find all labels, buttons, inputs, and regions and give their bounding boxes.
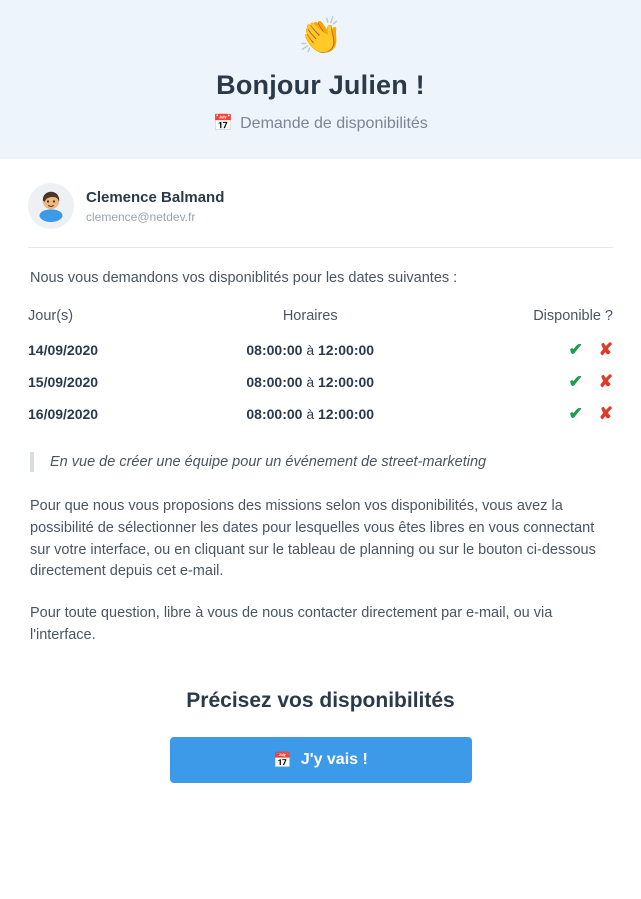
cta-title: Précisez vos disponibilités bbox=[186, 688, 455, 712]
available-no-icon[interactable]: ✘ bbox=[598, 340, 613, 359]
cell-day: 16/09/2020 bbox=[28, 406, 99, 422]
paragraph-1: Pour que nous vous proposions des missions selon vos disponibilités, vous avez la possibilité de sélectionner les dates pour lesquelles vous êtes libres en vous connectant sur votre interface, ou en cliquant sur le tableau de planning ou sur le bouton ci-dessous directement depuis cet e-mail. bbox=[30, 498, 596, 580]
cell-end-time: 12:00:00 bbox=[318, 374, 375, 390]
cell-availability-actions bbox=[445, 366, 613, 398]
cell-end-time: 12:00:00 bbox=[318, 406, 375, 422]
table-row bbox=[28, 334, 613, 366]
available-yes-icon[interactable]: ✔ bbox=[568, 372, 583, 391]
sender-block bbox=[28, 183, 613, 247]
page-title: Bonjour Julien ! bbox=[216, 70, 425, 100]
cell-separator: à bbox=[306, 406, 315, 422]
calendar-icon: 📅 bbox=[213, 115, 234, 132]
avatar bbox=[28, 183, 74, 229]
paragraph-2: Pour toute question, libre à vous de nous contacter directement par e-mail, ou via l'interface. bbox=[30, 605, 553, 643]
available-yes-icon[interactable]: ✔ bbox=[568, 404, 583, 423]
cell-start-time: 08:00:00 bbox=[246, 406, 303, 422]
cell-hours bbox=[176, 398, 445, 430]
email-header bbox=[0, 0, 641, 159]
cell-availability-actions bbox=[445, 334, 613, 366]
header-subtitle bbox=[20, 115, 621, 133]
cell-hours bbox=[176, 366, 445, 398]
available-no-icon[interactable]: ✘ bbox=[598, 372, 613, 391]
waving-hand-icon: 👏 bbox=[298, 15, 343, 56]
cell-end-time: 12:00:00 bbox=[318, 342, 375, 358]
available-yes-icon[interactable]: ✔ bbox=[568, 340, 583, 359]
table-header-row bbox=[28, 308, 613, 334]
cta-section bbox=[28, 667, 613, 783]
email-body bbox=[0, 159, 641, 783]
sender-email: clemence@netdev.fr bbox=[86, 209, 196, 224]
column-header-hours: Horaires bbox=[282, 308, 338, 324]
column-header-days: Jour(s) bbox=[28, 308, 74, 324]
cell-start-time: 08:00:00 bbox=[246, 374, 303, 390]
table-row bbox=[28, 398, 613, 430]
cell-separator: à bbox=[306, 374, 315, 390]
divider bbox=[28, 247, 613, 248]
table-row bbox=[28, 366, 613, 398]
cell-hours bbox=[176, 334, 445, 366]
intro-text: Nous vous demandons vos disponiblités pour les dates suivantes : bbox=[30, 270, 458, 286]
cell-day: 15/09/2020 bbox=[28, 374, 99, 390]
cell-availability-actions bbox=[445, 398, 613, 430]
cta-button-label: J'y vais ! bbox=[300, 750, 368, 768]
quote-block: En vue de créer une équipe pour un événement de street-marketing bbox=[30, 452, 613, 472]
availability-table bbox=[28, 308, 613, 430]
user-avatar-icon bbox=[28, 183, 74, 229]
available-no-icon[interactable]: ✘ bbox=[598, 404, 613, 423]
header-subtitle-text: Demande de disponibilités bbox=[240, 115, 428, 132]
cell-day: 14/09/2020 bbox=[28, 342, 99, 358]
cell-start-time: 08:00:00 bbox=[246, 342, 303, 358]
sender-name: Clemence Balmand bbox=[86, 188, 225, 206]
cell-separator: à bbox=[306, 342, 315, 358]
calendar-icon: 📅 bbox=[273, 751, 292, 769]
go-to-availabilities-button[interactable] bbox=[170, 737, 472, 783]
sender-info bbox=[86, 189, 224, 224]
column-header-available: Disponible ? bbox=[533, 308, 613, 324]
